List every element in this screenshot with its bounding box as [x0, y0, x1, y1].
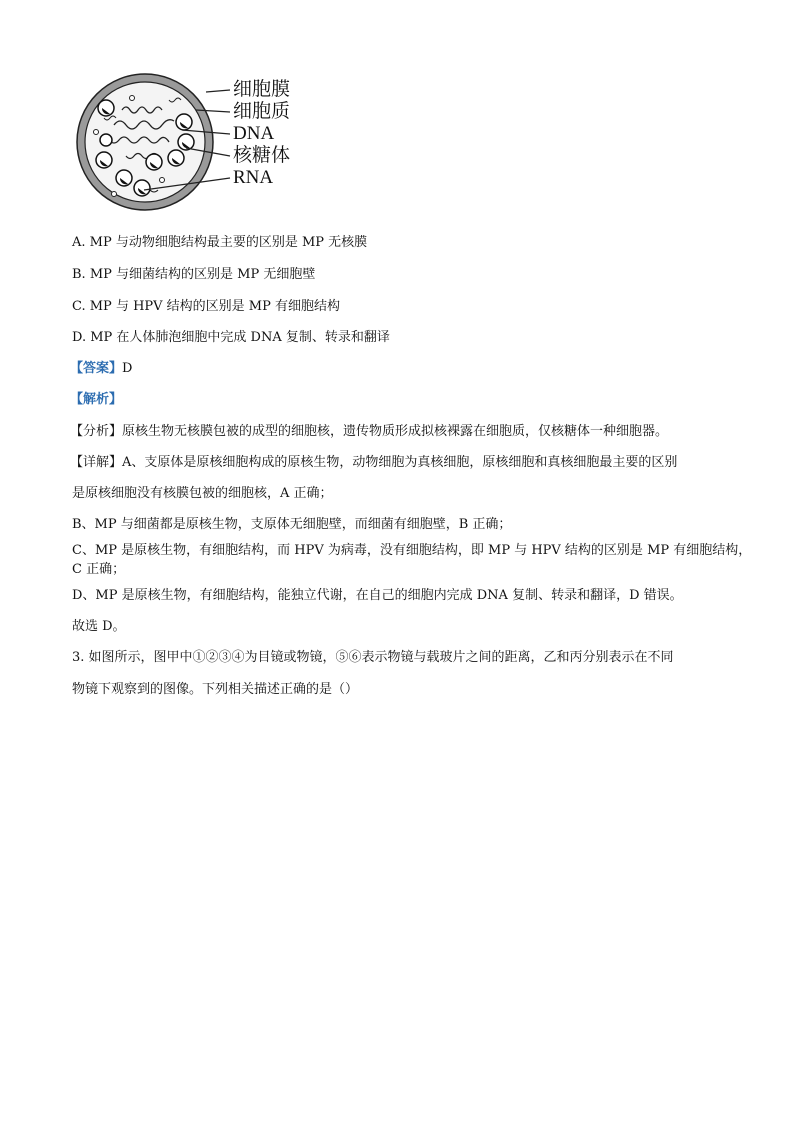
option-c: C. MP 与 HPV 结构的区别是 MP 有细胞结构 — [72, 299, 340, 314]
label-ribosome: 核糖体 — [233, 144, 291, 166]
label-cell-membrane: 细胞膜 — [233, 78, 291, 100]
xiangjie-tag: 【详解】 — [70, 455, 123, 470]
fenxi-line — [70, 425, 668, 438]
point-c-line-1: C、MP 是原核生物，有细胞结构，而 HPV 为病毒，没有细胞结构，即 MP 与 HPV 结构的区别是 MP 有细胞结构， — [72, 543, 752, 558]
fenxi-tag: 【分析】 — [70, 424, 123, 439]
answer-value: D — [122, 361, 133, 376]
point-c-line-2: C 正确； — [72, 562, 126, 577]
label-dna: DNA — [233, 123, 275, 144]
answer-tag: 【答案】 — [70, 361, 123, 376]
point-b: B、MP 与细菌都是原核生物，支原体无细胞壁，而细菌有细胞壁，B 正确； — [72, 517, 512, 532]
question3-line-2: 物镜下观察到的图像。下列相关描述正确的是（） — [72, 682, 359, 697]
xiangjie-line-2: 是原核细胞没有核膜包被的细胞核，A 正确； — [72, 486, 333, 501]
answer-line — [70, 362, 132, 375]
analysis-tag: 【解析】 — [70, 392, 123, 407]
label-cytoplasm: 细胞质 — [233, 100, 291, 122]
mycoplasma-diagram — [74, 70, 314, 215]
option-b: B. MP 与细菌结构的区别是 MP 无细胞壁 — [72, 267, 316, 282]
point-d: D、MP 是原核生物，有细胞结构，能独立代谢，在自己的细胞内完成 DNA 复制、转录和翻译，D 错误。 — [72, 588, 683, 603]
option-a: A. MP 与动物细胞结构最主要的区别是 MP 无核膜 — [72, 235, 368, 250]
fenxi-text: 原核生物无核膜包被的成型的细胞核，遗传物质形成拟核裸露在细胞质，仅核糖体一种细胞器。 — [122, 424, 669, 439]
conclusion: 故选 D。 — [72, 619, 126, 634]
xiangjie-text-1: A、支原体是原核细胞构成的原核生物，动物细胞为真核细胞，原核细胞和真核细胞最主要的区别 — [122, 455, 678, 470]
analysis-heading — [70, 393, 122, 406]
label-rna: RNA — [233, 167, 274, 188]
question3-line-1: 3. 如图所示，图甲中①②③④为目镜或物镜，⑤⑥表示物镜与载玻片之间的距离，乙和丙分别表示在不同 — [72, 650, 674, 665]
xiangjie-line-1 — [70, 456, 677, 469]
option-d: D. MP 在人体肺泡细胞中完成 DNA 复制、转录和翻译 — [72, 330, 390, 345]
